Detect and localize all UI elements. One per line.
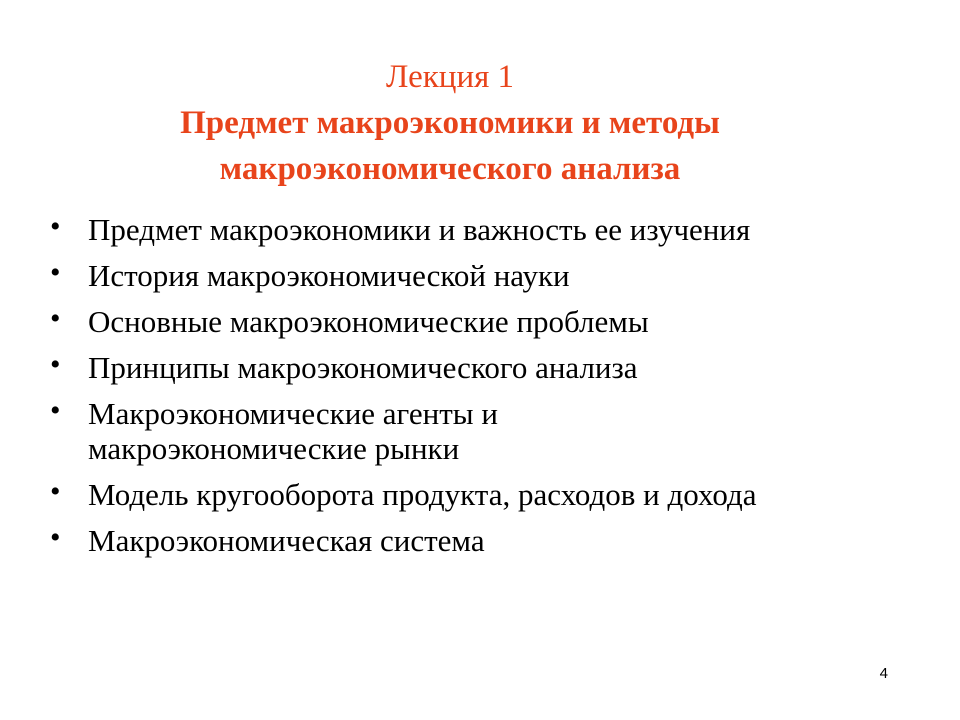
bullet-icon: •: [50, 475, 61, 508]
bullet-item: [44, 396, 924, 466]
bullet-list: [44, 212, 924, 569]
bullet-text: Основные макроэкономические проблемы: [88, 304, 649, 339]
bullet-icon: •: [50, 394, 61, 427]
bullet-text: Макроэкономическая система: [88, 523, 485, 558]
bullet-text: Предмет макроэкономики и важность ее изучения: [88, 212, 751, 247]
bullet-item: [44, 304, 924, 339]
bullet-item: [44, 523, 924, 558]
bullet-item: [44, 350, 924, 385]
bullet-icon: •: [50, 348, 61, 381]
slide-title-line-1: Предмет макроэкономики и методы: [180, 105, 720, 141]
bullet-text: Модель кругооборота продукта, расходов и дохода: [88, 477, 757, 512]
lecture-label: Лекция 1: [385, 59, 515, 95]
bullet-item: [44, 477, 924, 512]
bullet-icon: •: [50, 256, 61, 289]
bullet-text: История макроэкономической науки: [88, 258, 570, 293]
bullet-text-continuation: макроэкономические рынки: [88, 431, 460, 466]
bullet-icon: •: [50, 302, 61, 335]
page-number: 4: [879, 665, 888, 682]
bullet-text: Принципы макроэкономического анализа: [88, 350, 638, 385]
bullet-icon: •: [50, 521, 61, 554]
bullet-item: [44, 212, 924, 247]
bullet-item: [44, 258, 924, 293]
bullet-text: Макроэкономические агенты и: [88, 396, 498, 431]
bullet-icon: •: [50, 210, 61, 243]
slide-title: [0, 100, 900, 192]
slide-title-line-2: макроэкономического анализа: [219, 151, 681, 187]
